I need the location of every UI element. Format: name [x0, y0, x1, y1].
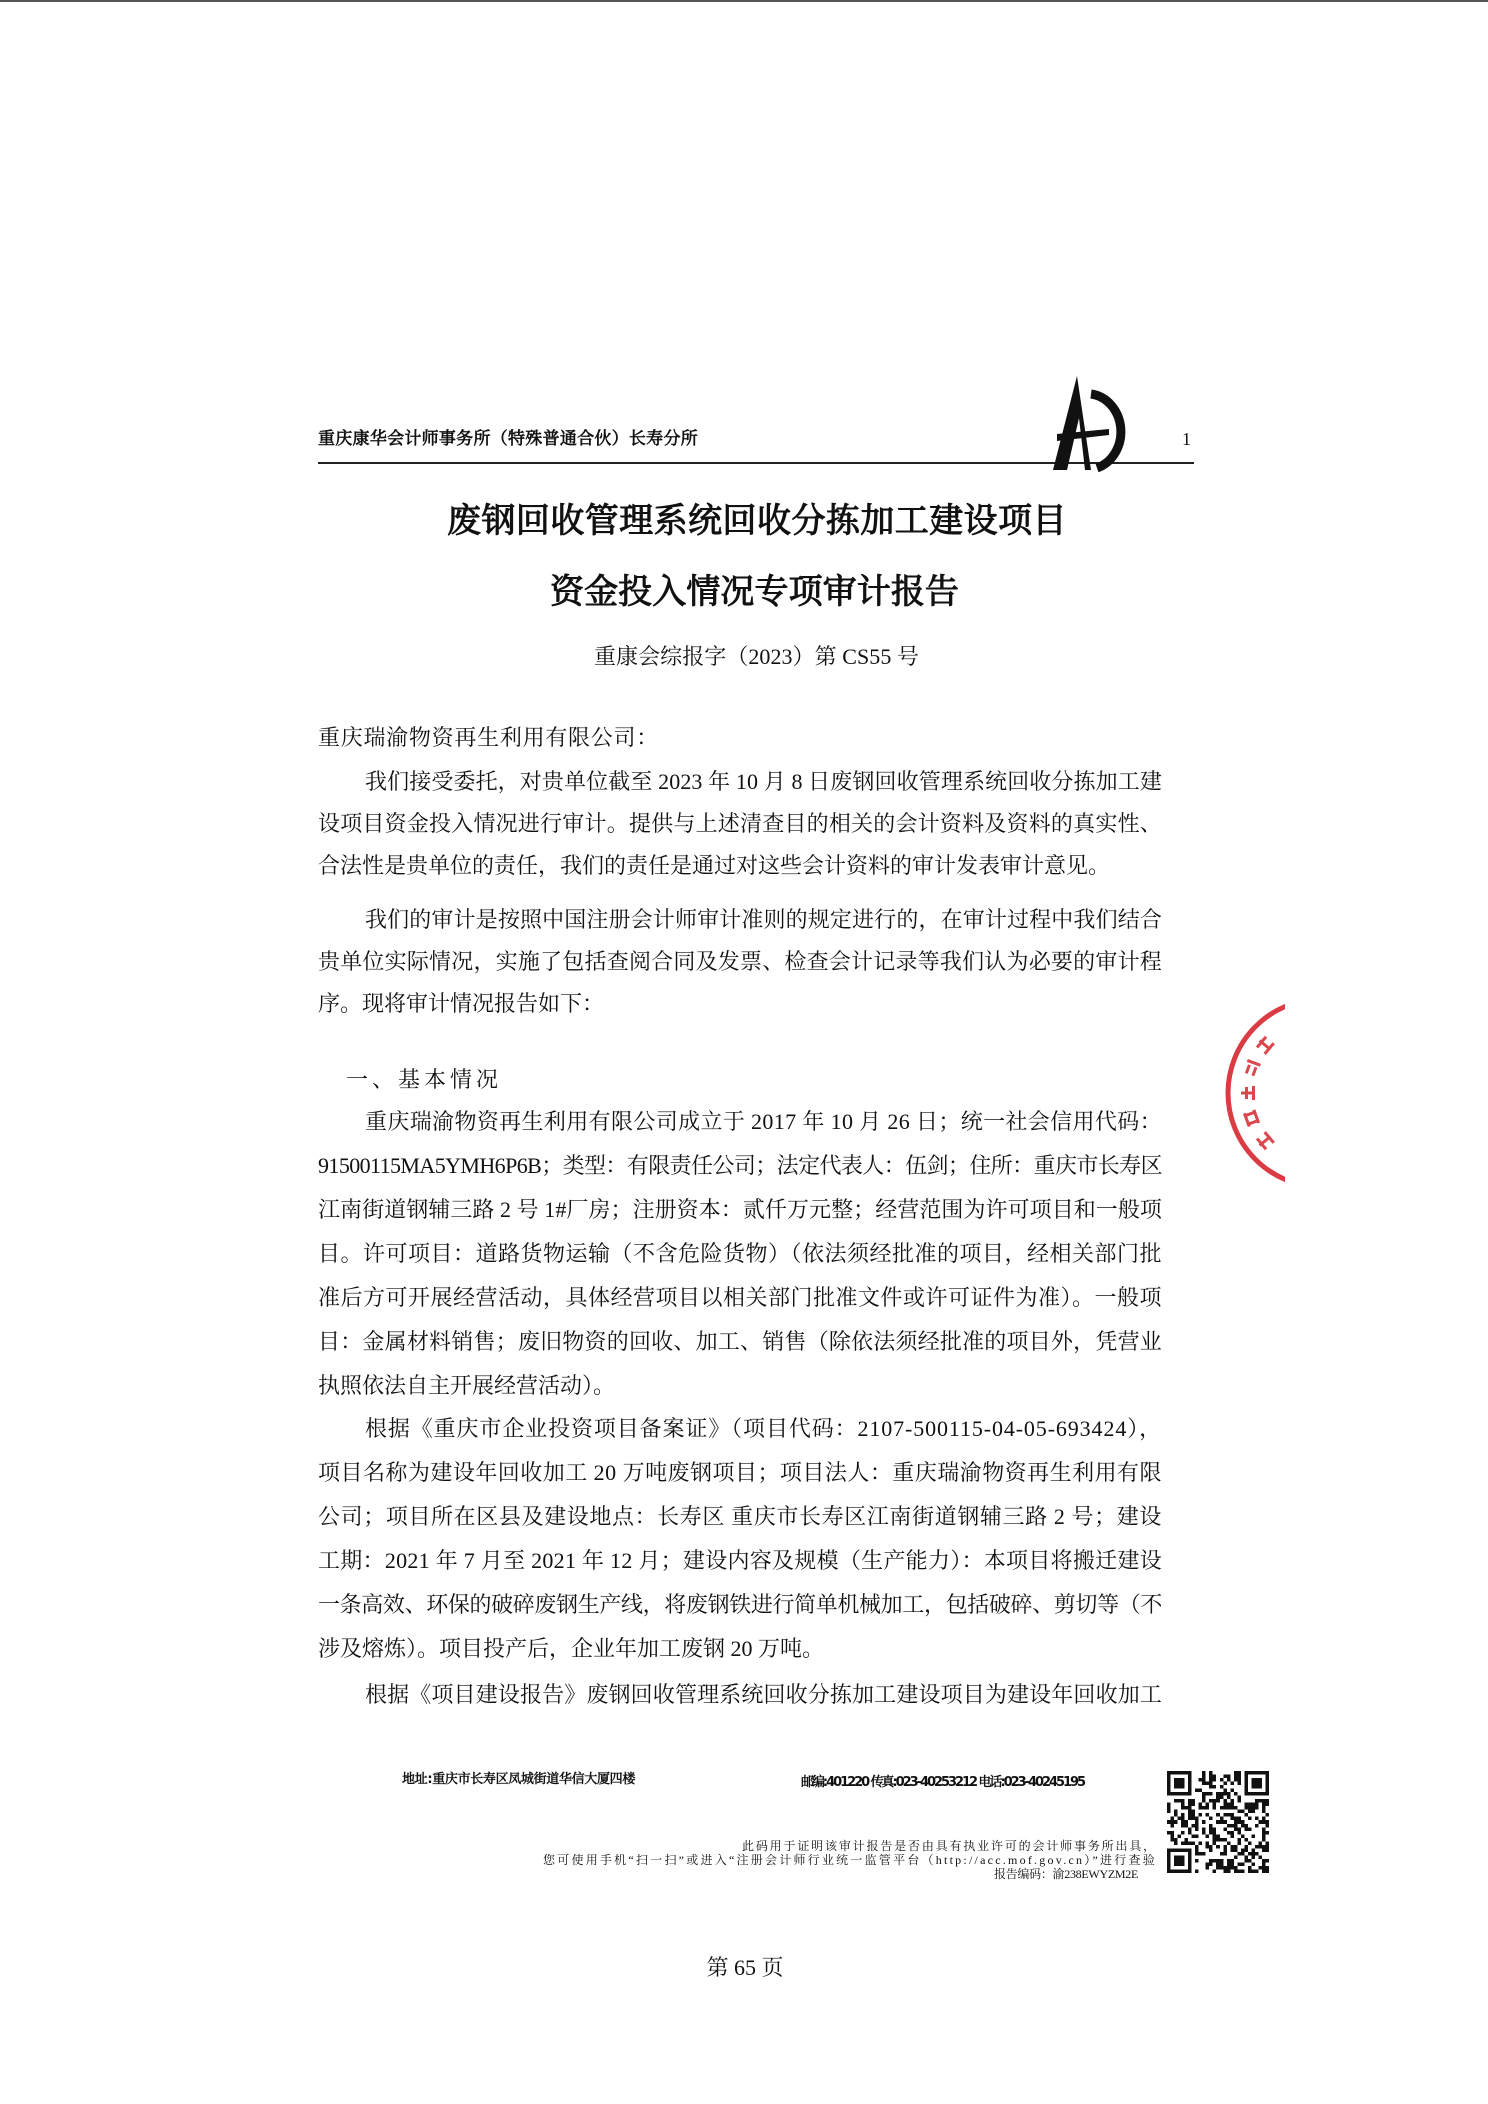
qr-code-icon	[1167, 1771, 1269, 1873]
paragraph-line: 序。现将审计情况报告如下：	[318, 991, 605, 1016]
paragraph-project-filing	[318, 1407, 1162, 1671]
addressee: 重庆瑞渝物资再生利用有限公司：	[318, 725, 659, 750]
verify-note-line: 此码用于证明该审计报告是否由具有执业许可的会计师事务所出具，	[742, 1839, 1157, 1853]
firm-logo-icon	[1045, 374, 1145, 474]
paragraph-construction-report	[318, 1673, 1162, 1717]
paragraph-line: 根据《项目建设报告》废钢回收管理系统回收分拣加工建设项目为建设年回收加工	[365, 1682, 1162, 1707]
footer-contact: 邮编:401220 传真:023-40253212 电话:023-40245195	[801, 1775, 1084, 1790]
header-page-number: 1	[1182, 429, 1191, 449]
paragraph-line: 贵单位实际情况，实施了包括查阅合同及发票、检查会计记录等我们认为必要的审计程	[318, 949, 1162, 974]
report-title-line-2: 资金投入情况专项审计报告	[550, 572, 959, 612]
verify-note-line: 您可使用手机“扫一扫”或进入“注册会计师行业统一监管平台（http://acc.mof.gov.cn）”进行查验	[543, 1853, 1157, 1867]
paragraph-line: 工期：2021 年 7 月至 2021 年 12 月；建设内容及规模（生产能力）：本项目将搬迁建设	[318, 1548, 1162, 1573]
paragraph-line: 公司；项目所在区县及建设地点：长寿区 重庆市长寿区江南街道钢辅三路 2 号；建设	[318, 1504, 1162, 1529]
paragraph-line: 我们接受委托，对贵单位截至 2023 年 10 月 8 日废钢回收管理系统回收分拣加工建	[365, 769, 1162, 794]
paragraph-line: 涉及熔炼）。项目投产后，企业年加工废钢 20 万吨。	[318, 1636, 825, 1661]
seal-glyph	[1255, 1131, 1275, 1151]
header-firm-name: 重庆康华会计师事务所（特殊普通合伙）长寿分所	[318, 429, 698, 449]
paragraph-line: 项目名称为建设年回收加工 20 万吨废钢项目；项目法人：重庆瑞渝物资再生利用有限	[318, 1460, 1162, 1485]
paragraph-engagement	[318, 761, 1162, 887]
paragraph-line: 执照依法自主开展经营活动）。	[318, 1373, 616, 1398]
paragraph-line: 重庆瑞渝物资再生利用有限公司成立于 2017 年 10 月 26 日；统一社会信用代码：	[365, 1109, 1162, 1134]
paragraph-line: 一条高效、环保的破碎废钢生产线，将废钢铁进行简单机械加工，包括破碎、剪切等（不	[318, 1592, 1162, 1617]
scan-top-border	[0, 0, 1488, 2]
paragraph-company-info	[318, 1100, 1162, 1408]
paragraph-line: 江南街道钢辅三路 2 号 1#厂房；注册资本：贰仟万元整；经营范围为许可项目和一般项	[318, 1197, 1162, 1222]
paragraph-line: 我们的审计是按照中国注册会计师审计准则的规定进行的，在审计过程中我们结合	[365, 907, 1162, 932]
paragraph-line: 准后方可开展经营活动，具体经营项目以相关部门批准文件或许可证件为准）。一般项	[318, 1285, 1162, 1310]
paragraph-line: 根据《重庆市企业投资项目备案证》（项目代码：2107-500115-04-05-693424），	[365, 1416, 1162, 1441]
paragraph-line: 91500115MA5YMH6P6B；类型：有限责任公司；法定代表人：伍剑；住所：重庆市长寿区	[318, 1153, 1162, 1178]
paragraph-line: 目。许可项目：道路货物运输（不含危险货物）（依法须经批准的项目，经相关部门批	[318, 1241, 1162, 1266]
paragraph-audit-basis	[318, 899, 1162, 1025]
page-label: 第 65 页	[706, 1955, 784, 1980]
paragraph-line: 设项目资金投入情况进行审计。提供与上述清查目的相关的会计资料及资料的真实性、	[318, 811, 1162, 836]
report-title-line-1: 废钢回收管理系统回收分拣加工建设项目	[447, 501, 1067, 541]
seal-stamp-icon	[1195, 990, 1285, 1200]
report-number: 重康会综报字（2023）第 CS55 号	[594, 644, 919, 669]
seal-glyph	[1241, 1086, 1255, 1100]
seal-glyph	[1255, 1035, 1275, 1055]
paragraph-line: 合法性是贵单位的责任，我们的责任是通过对这些会计资料的审计发表审计意见。	[318, 853, 1111, 878]
paragraph-line: 目：金属材料销售；废旧物资的回收、加工、销售（除依法须经批准的项目外，凭营业	[318, 1329, 1162, 1354]
seal-glyph	[1243, 1109, 1260, 1127]
footer-address: 地址:重庆市长寿区凤城街道华信大厦四楼	[402, 1772, 635, 1787]
section-heading: 一、基本情况	[346, 1067, 502, 1092]
seal-glyph	[1243, 1059, 1261, 1077]
report-code: 报告编码：渝238EWYZM2E	[994, 1867, 1138, 1881]
